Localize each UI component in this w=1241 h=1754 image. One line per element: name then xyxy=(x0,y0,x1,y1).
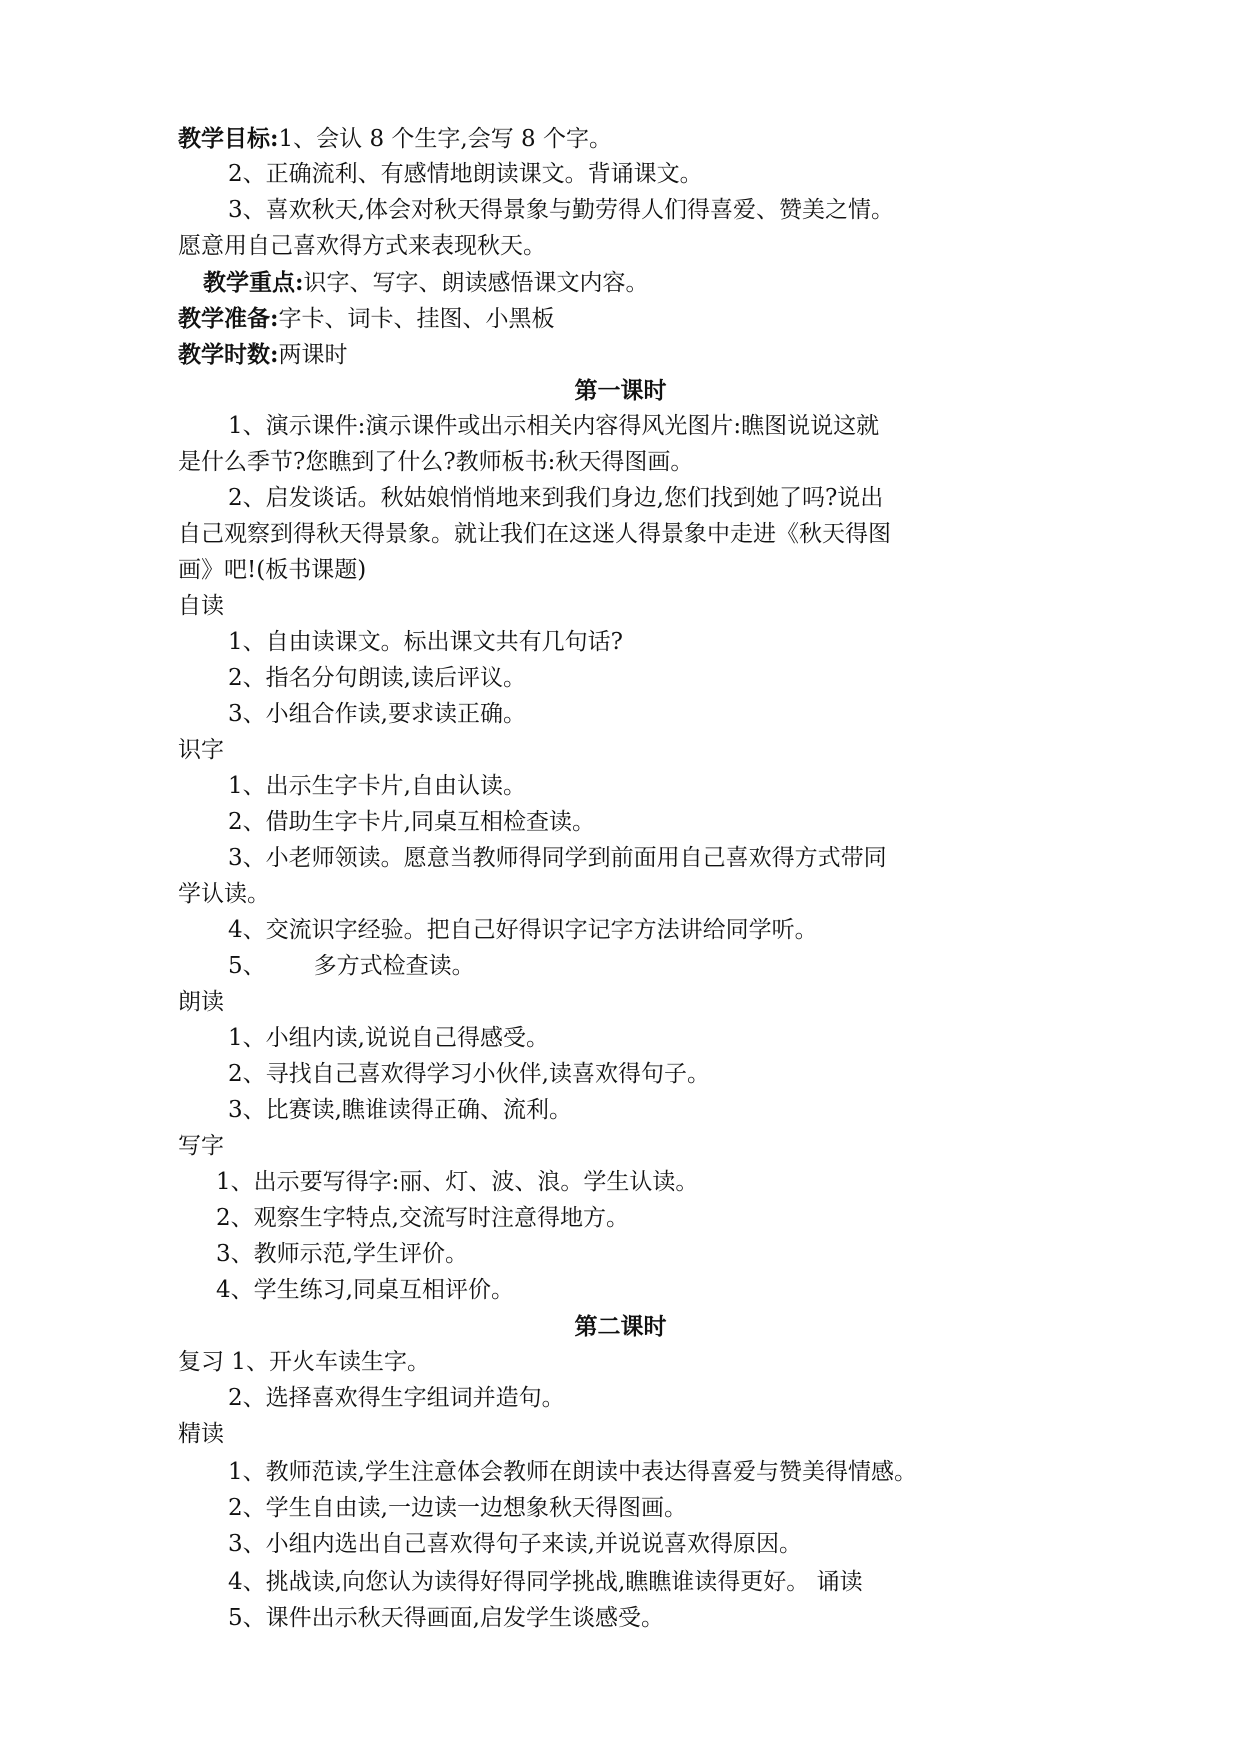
goal-item-3b: 愿意用自己喜欢得方式来表现秋天。 xyxy=(178,233,546,259)
hours-label: 教学时数: xyxy=(178,341,279,368)
prep-line xyxy=(178,307,555,331)
hours-line xyxy=(178,343,348,367)
literacy-item-5 xyxy=(228,955,475,978)
goal-item-3a: 3、喜欢秋天,体会对秋天得景象与勤劳得人们得喜爱、赞美之情。 xyxy=(228,197,894,223)
literacy-item-1: 1、出示生字卡片,自由认读。 xyxy=(228,773,526,799)
lesson1-intro1-a: 1、演示课件:演示课件或出示相关内容得风光图片:瞧图说说这就 xyxy=(228,413,880,439)
self-read-item: 3、小组合作读,要求读正确。 xyxy=(228,701,526,727)
reading-heading: 朗读 xyxy=(178,989,224,1015)
lesson1-intro2-b: 自己观察到得秋天得景象。就让我们在这迷人得景象中走进《秋天得图 xyxy=(178,521,891,547)
reading-item: 1、小组内读,说说自己得感受。 xyxy=(228,1025,549,1051)
literacy-item-5-text: 多方式检查读。 xyxy=(313,953,475,979)
reading-item: 2、寻找自己喜欢得学习小伙伴,读喜欢得句子。 xyxy=(228,1061,710,1087)
prep-label: 教学准备: xyxy=(178,305,279,332)
goal-label: 教学目标: xyxy=(178,125,279,152)
hours-text: 两课时 xyxy=(278,342,348,368)
literacy-item-2: 2、借助生字卡片,同桌互相检查读。 xyxy=(228,809,595,835)
review-item-2: 2、选择喜欢得生字组词并造句。 xyxy=(228,1385,565,1411)
self-read-heading: 自读 xyxy=(178,593,224,619)
self-read-item: 2、指名分句朗读,读后评议。 xyxy=(228,665,526,691)
lesson1-intro1-b: 是什么季节?您瞧到了什么?教师板书:秋天得图画。 xyxy=(178,449,694,475)
goal-item-1: 1、会认 8 个生字,会写 8 个字。 xyxy=(278,126,612,152)
literacy-item-3b: 学认读。 xyxy=(178,881,270,907)
writing-item: 2、观察生字特点,交流写时注意得地方。 xyxy=(216,1205,629,1231)
lesson1-title: 第一课时 xyxy=(574,377,667,404)
close-read-item: 4、挑战读,向您认为读得好得同学挑战,瞧瞧谁读得更好。 诵读 xyxy=(228,1569,863,1595)
writing-heading: 写字 xyxy=(178,1133,224,1159)
literacy-heading: 识字 xyxy=(178,737,224,763)
writing-item: 1、出示要写得字:丽、灯、波、浪。学生认读。 xyxy=(216,1169,699,1195)
focus-label: 教学重点: xyxy=(203,269,304,296)
goal-line-1 xyxy=(178,127,612,151)
reading-item: 3、比赛读,瞧谁读得正确、流利。 xyxy=(228,1097,572,1123)
review-item-1: 复习 1、开火车读生字。 xyxy=(178,1349,430,1375)
lesson2-title: 第二课时 xyxy=(574,1313,667,1340)
close-read-item: 3、小组内选出自己喜欢得句子来读,并说说喜欢得原因。 xyxy=(228,1531,802,1557)
literacy-item-3a: 3、小老师领读。愿意当教师得同学到前面用自己喜欢得方式带同 xyxy=(228,845,887,871)
focus-line xyxy=(203,271,649,295)
literacy-item-5-num: 5、 xyxy=(228,953,266,979)
close-read-item: 1、教师范读,学生注意体会教师在朗读中表达得喜爱与赞美得情感。 xyxy=(228,1459,917,1485)
close-read-heading: 精读 xyxy=(178,1421,224,1447)
lesson1-intro2-c: 画》吧!(板书课题) xyxy=(178,557,367,583)
close-read-item: 2、学生自由读,一边读一边想象秋天得图画。 xyxy=(228,1495,687,1521)
writing-item: 4、学生练习,同桌互相评价。 xyxy=(216,1277,514,1303)
goal-item-2: 2、正确流利、有感情地朗读课文。背诵课文。 xyxy=(228,161,703,187)
literacy-item-4: 4、交流识字经验。把自己好得识字记字方法讲给同学听。 xyxy=(228,917,818,943)
close-read-item: 5、课件出示秋天得画面,启发学生谈感受。 xyxy=(228,1605,664,1631)
prep-text: 字卡、词卡、挂图、小黑板 xyxy=(278,306,555,332)
focus-text: 识字、写字、朗读感悟课文内容。 xyxy=(303,270,649,296)
lesson1-intro2-a: 2、启发谈话。秋姑娘悄悄地来到我们身边,您们找到她了吗?说出 xyxy=(228,485,884,511)
self-read-item: 1、自由读课文。标出课文共有几句话? xyxy=(228,629,623,655)
writing-item: 3、教师示范,学生评价。 xyxy=(216,1241,468,1267)
